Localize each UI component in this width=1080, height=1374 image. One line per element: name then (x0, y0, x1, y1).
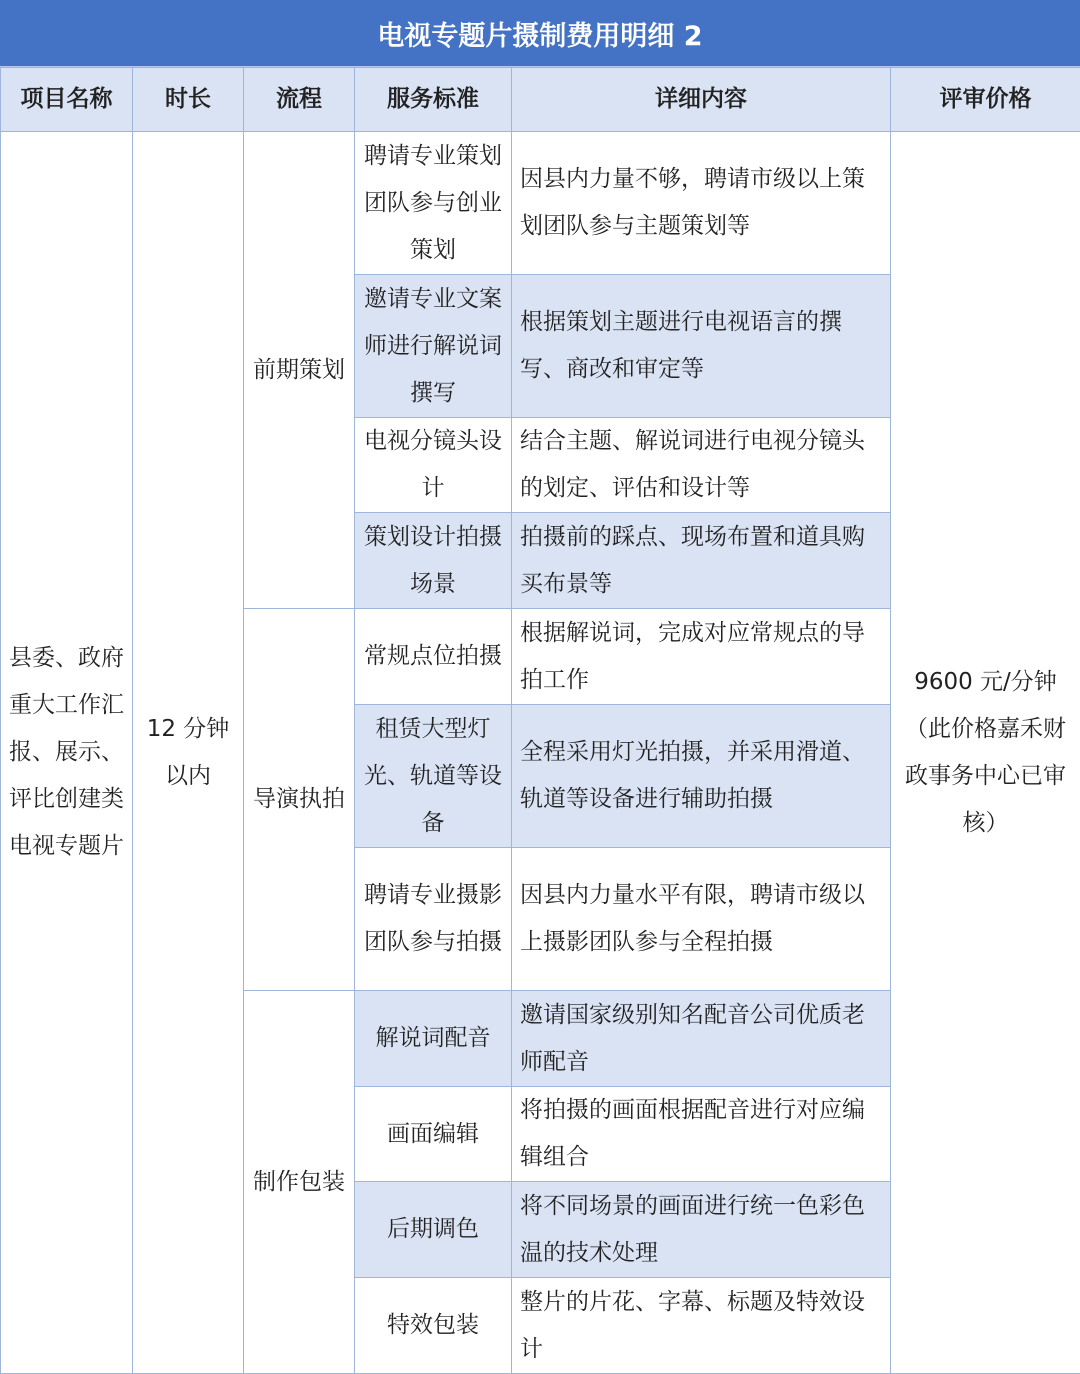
header-duration: 时长 (133, 68, 244, 132)
detail-cell: 拍摄前的踩点、现场布置和道具购买布景等 (512, 513, 891, 609)
stage-cell (244, 132, 355, 609)
price: 9600 元/分钟（此价格嘉禾财政事务中心已审核） (905, 669, 1066, 836)
stage-cell (244, 609, 355, 991)
standard-cell: 特效包装 (355, 1278, 512, 1374)
project-name: 县委、政府重大工作汇报、展示、评比创建类电视专题片 (9, 645, 124, 859)
detail-cell: 邀请国家级别知名配音公司优质老师配音 (512, 991, 891, 1087)
stage-name: 制作包装 (253, 1169, 345, 1195)
detail-cell: 根据策划主题进行电视语言的撰写、商改和审定等 (512, 275, 891, 418)
header-detail: 详细内容 (512, 68, 891, 132)
standard-cell: 常规点位拍摄 (355, 609, 512, 705)
header-service-standard: 服务标准 (355, 68, 512, 132)
detail-cell: 根据解说词，完成对应常规点的导拍工作 (512, 609, 891, 705)
project-name-cell (1, 132, 133, 1374)
detail-cell: 结合主题、解说词进行电视分镜头的划定、评估和设计等 (512, 418, 891, 513)
detail-cell: 因县内力量水平有限，聘请市级以上摄影团队参与全程拍摄 (512, 848, 891, 991)
stage-name: 导演执拍 (253, 786, 345, 812)
standard-cell: 聘请专业摄影团队参与拍摄 (355, 848, 512, 991)
standard-cell: 电视分镜头设计 (355, 418, 512, 513)
standard-cell: 聘请专业策划团队参与创业策划 (355, 132, 512, 275)
table-row (1, 132, 1080, 275)
price-cell (891, 132, 1080, 1374)
detail-cell: 因县内力量不够，聘请市级以上策划团队参与主题策划等 (512, 132, 891, 275)
detail-cell: 将拍摄的画面根据配音进行对应编辑组合 (512, 1087, 891, 1182)
fee-table (0, 67, 1080, 1374)
duration: 12 分钟以内 (147, 716, 230, 789)
header-project-name: 项目名称 (1, 68, 133, 132)
standard-cell: 解说词配音 (355, 991, 512, 1087)
header-row (1, 68, 1080, 132)
standard-cell: 策划设计拍摄场景 (355, 513, 512, 609)
header-price: 评审价格 (891, 68, 1080, 132)
standard-cell: 租赁大型灯光、轨道等设备 (355, 705, 512, 848)
duration-cell (133, 132, 244, 1374)
detail-cell: 整片的片花、字幕、标题及特效设计 (512, 1278, 891, 1374)
standard-cell: 画面编辑 (355, 1087, 512, 1182)
header-stage: 流程 (244, 68, 355, 132)
stage-name: 前期策划 (253, 357, 345, 383)
detail-cell: 将不同场景的画面进行统一色彩色温的技术处理 (512, 1182, 891, 1278)
stage-cell (244, 991, 355, 1374)
table-title: 电视专题片摄制费用明细 2 (0, 0, 1080, 67)
detail-cell: 全程采用灯光拍摄，并采用滑道、轨道等设备进行辅助拍摄 (512, 705, 891, 848)
standard-cell: 后期调色 (355, 1182, 512, 1278)
standard-cell: 邀请专业文案师进行解说词撰写 (355, 275, 512, 418)
